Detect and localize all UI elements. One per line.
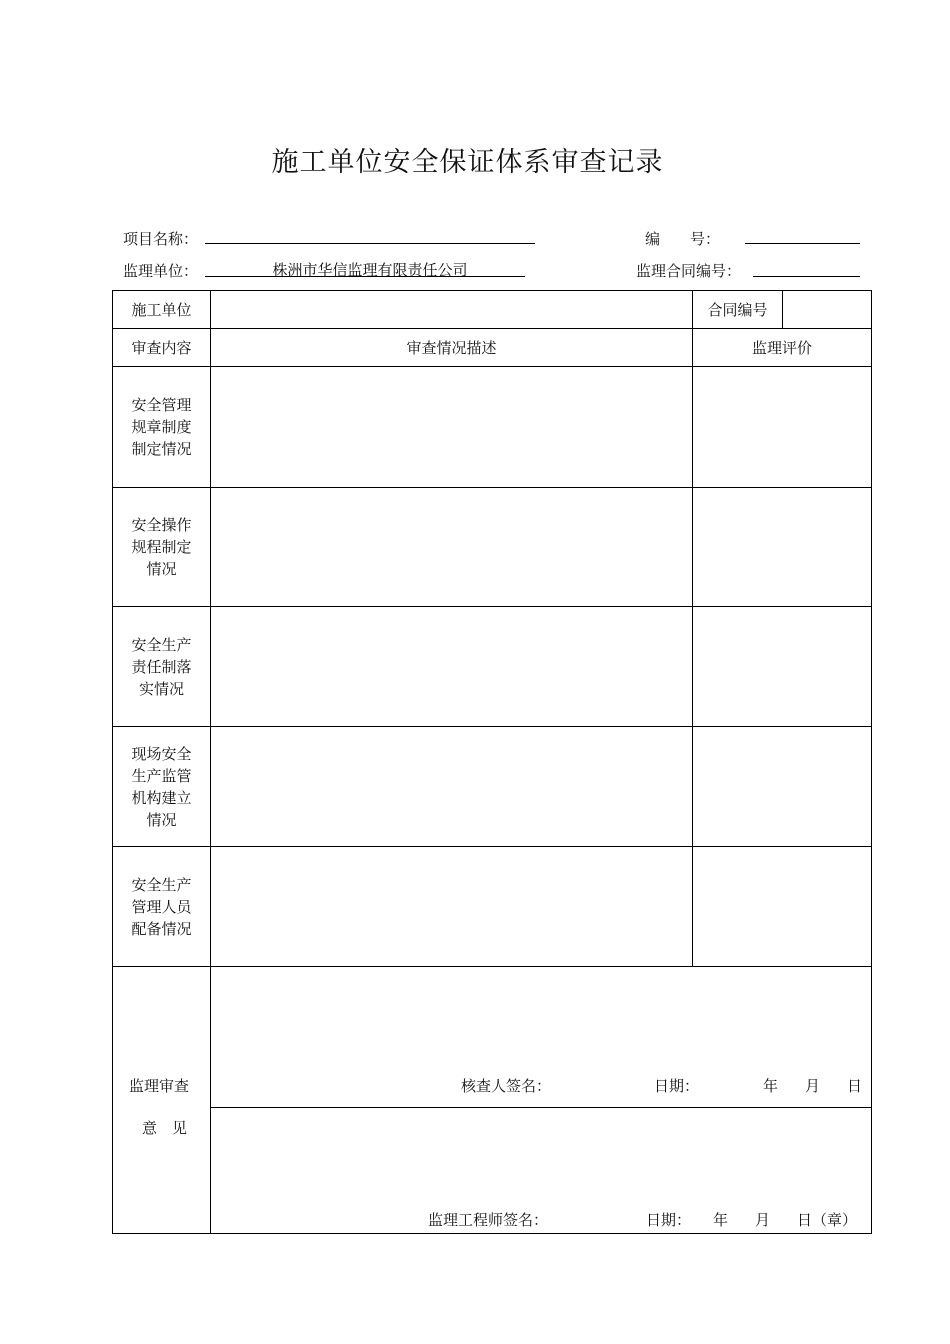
checker-year-label: 年: [763, 1077, 779, 1095]
project-name-label: 项目名称：: [123, 230, 199, 248]
checker-opinion-area[interactable]: [211, 967, 871, 1067]
column-header-evaluation: 监理评价: [751, 338, 812, 357]
row-label-operating-procedures: [113, 488, 210, 606]
row-label-management-staffing: [113, 847, 210, 966]
construction-unit-label: 施工单位: [131, 300, 192, 319]
construction-unit-field[interactable]: [211, 291, 692, 328]
row-label-text: 安全生产管理人员配备情况: [131, 875, 192, 938]
engineer-day-seal-label: 日（章）: [797, 1211, 858, 1229]
checker-date-label: 日期：: [654, 1077, 700, 1095]
checker-day-label: 日: [847, 1077, 863, 1095]
checker-signature-label: 核查人签名：: [461, 1077, 552, 1095]
page-title: 施工单位安全保证体系审查记录: [271, 147, 664, 178]
description-cell[interactable]: [211, 488, 692, 606]
engineer-month-label: 月: [755, 1211, 771, 1229]
row-label-supervision-agency: [113, 727, 210, 846]
description-cell[interactable]: [211, 607, 692, 726]
evaluation-cell[interactable]: [693, 727, 871, 846]
description-cell[interactable]: [211, 367, 692, 487]
engineer-opinion-area[interactable]: [211, 1108, 871, 1203]
evaluation-cell[interactable]: [693, 607, 871, 726]
row-label-responsibility-system: [113, 607, 210, 726]
engineer-date-label: 日期：: [646, 1211, 692, 1229]
engineer-year-label: 年: [713, 1211, 729, 1229]
evaluation-cell[interactable]: [693, 367, 871, 487]
column-header-content: 审查内容: [131, 338, 192, 357]
contract-number-field[interactable]: [783, 291, 871, 328]
evaluation-cell[interactable]: [693, 847, 871, 966]
opinion-label-line1: 监理审查: [129, 1077, 190, 1095]
description-cell[interactable]: [211, 727, 692, 846]
row-label-text: 现场安全生产监管机构建立情况: [131, 744, 192, 829]
number-label: 编 号：: [645, 230, 721, 248]
evaluation-cell[interactable]: [693, 488, 871, 606]
row-label-text: 安全管理规章制度制定情况: [131, 396, 192, 458]
contract-no-label: 监理合同编号：: [636, 262, 742, 280]
supervision-unit-label: 监理单位：: [123, 262, 199, 280]
engineer-signature-label: 监理工程师签名：: [428, 1211, 549, 1229]
column-header-description: 审查情况描述: [406, 338, 497, 357]
contract-number-label: 合同编号: [707, 300, 768, 319]
opinion-label-line2: 意 见: [142, 1119, 188, 1137]
project-name-field[interactable]: [205, 243, 535, 244]
row-label-safety-regulations: [113, 367, 210, 487]
review-form-table: [112, 290, 872, 1234]
row-label-text: 安全生产责任制落实情况: [131, 635, 192, 698]
checker-month-label: 月: [805, 1077, 821, 1095]
row-label-text: 安全操作规程制定情况: [131, 516, 192, 578]
number-field[interactable]: [745, 243, 860, 244]
supervision-unit-value: 株洲市华信监理有限责任公司: [272, 261, 468, 279]
contract-no-field[interactable]: [753, 276, 860, 277]
description-cell[interactable]: [211, 847, 692, 966]
